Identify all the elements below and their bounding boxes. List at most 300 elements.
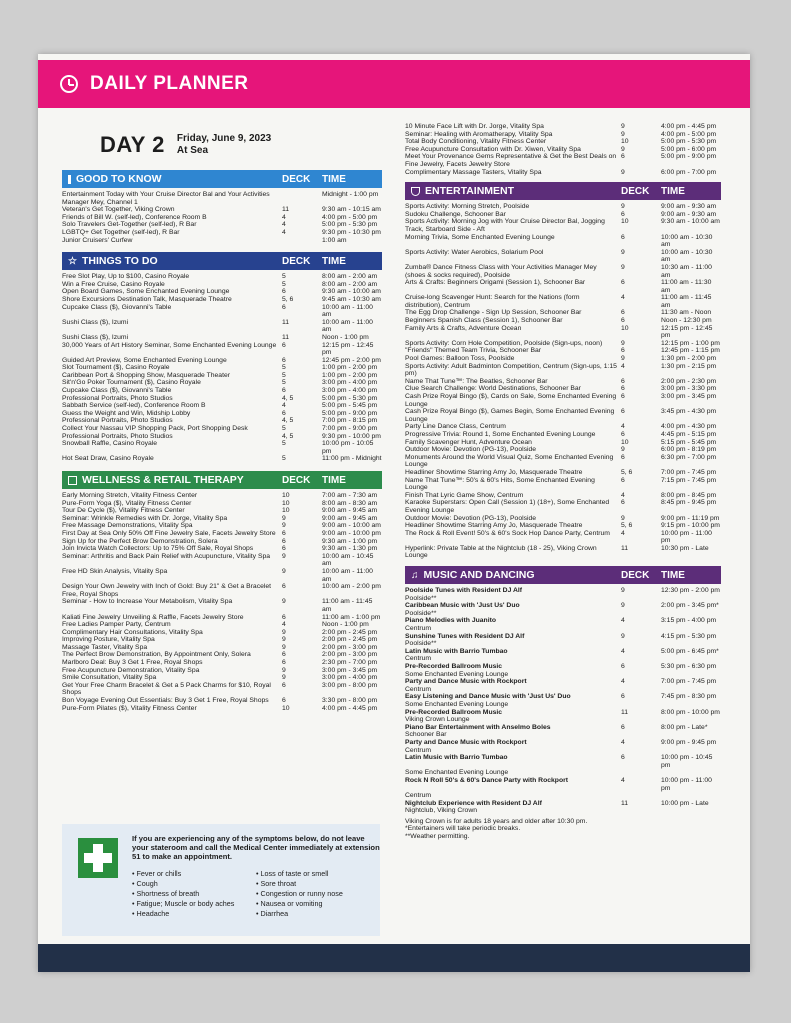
event-name: "Friends" Themed Team Trivia, Schooner Bar: [405, 347, 542, 355]
schedule-row: [405, 393, 721, 408]
spacer: [661, 807, 721, 815]
spacer: [661, 701, 721, 709]
event-name: Clue Search Challenge: World Destinations, Schooner Bar: [405, 385, 581, 393]
good-to-know-section: [62, 170, 382, 244]
schedule-row: [62, 568, 382, 583]
event-time: 1:00 pm - 2:00 pm: [322, 371, 378, 379]
event-time: 10:00 am - 10:30 am: [661, 248, 713, 264]
event-location: Poolside**: [405, 609, 437, 617]
schedule-row: [62, 507, 382, 515]
event-name: Seminar - How to Increase Your Metabolism, Vitality Spa: [62, 598, 233, 606]
event-name: First Day at Sea Only 50% Off Fine Jewelry Sale, Facets Jewelry Store: [62, 529, 276, 537]
time-header: TIME: [661, 569, 685, 581]
event-time: 5:15 pm - 5:45 pm: [661, 438, 717, 446]
event-time: 8:45 pm - 9:45 pm: [661, 499, 717, 507]
event-time: 2:00 pm - 2:30 pm: [661, 377, 717, 385]
event-name: Collect Your Nassau VIP Shopping Pack, Port Shopping Desk: [62, 425, 248, 433]
event-deck: 6: [621, 663, 625, 670]
event-name: Beginners Spanish Class (Session 1), Schooner Bar: [405, 317, 563, 325]
symptom: • Nausea or vomiting: [256, 899, 380, 909]
medical-notice: [62, 824, 380, 936]
event-time: 2:00 pm - 2:45 pm: [322, 628, 378, 636]
schedule-row: [62, 319, 382, 334]
spacer: [661, 731, 721, 739]
event-name: Arts & Crafts: Beginners Origami (Session 1), Schooner Bar: [405, 279, 586, 287]
event-time: 5:00 pm - 6:00 pm: [661, 145, 717, 153]
event-deck: 4: [621, 491, 625, 499]
mask-icon: [411, 187, 420, 196]
event-time: 12:45 pm - 1:15 pm: [661, 347, 720, 355]
event-time: 9:00 am - 9:30 am: [661, 203, 717, 211]
schedule-row: [62, 530, 382, 538]
event-location-row: [405, 640, 721, 648]
event-location: Schooner Bar: [405, 731, 447, 739]
wellness-continued-rows: [405, 120, 721, 176]
event-time: 3:00 pm - 4:00 pm: [322, 379, 378, 387]
event-deck: 4: [282, 228, 286, 236]
event-location: Some Enchanted Evening Lounge: [405, 769, 509, 777]
event-name: Sports Activity: Corn Hole Competition, Poolside (Sign-ups, noon): [405, 339, 603, 347]
schedule-row: [62, 221, 382, 229]
spacer: [661, 792, 721, 800]
event-deck: 4, 5: [282, 417, 294, 425]
event-time: 11:30 am - Noon: [661, 309, 712, 317]
event-location: Some Enchanted Evening Lounge: [405, 700, 509, 708]
event-name: Get Your Free Charm Bracelet & Get a 5 Pack Charms for $10, Royal Shops: [62, 681, 271, 697]
schedule-row: [405, 499, 721, 514]
schedule-row: [62, 206, 382, 214]
event-name: Pure-Form Pilates ($), Vitality Fitness Center: [62, 704, 197, 712]
event-name: Family Arts & Crafts, Adventure Ocean: [405, 324, 522, 332]
schedule-row: [405, 153, 721, 168]
event-deck: 5: [282, 371, 286, 379]
schedule-row: [62, 545, 382, 553]
event-deck: 4: [621, 678, 625, 686]
event-deck: 6: [282, 697, 286, 705]
event-name: Complimentary Massage Tasters, Vitality Spa: [405, 168, 542, 176]
event-name: Seminar: Arthritis and Back Pain Relief with Acupuncture, Vitality Spa: [62, 552, 271, 560]
event-time: 7:45 pm - 8:30 pm: [661, 693, 717, 701]
event-deck: 9: [621, 130, 625, 138]
event-name: Snowball Raffle, Casino Royale: [62, 440, 158, 448]
event-time: 11:00 am - 1:00 pm: [322, 613, 381, 621]
spacer: [621, 769, 661, 777]
event-time: 4:15 pm - 5:30 pm: [661, 632, 717, 640]
schedule-row: [62, 387, 382, 395]
event-time: 9:00 am - 9:45 am: [322, 507, 378, 515]
event-location-row: [405, 716, 721, 724]
schedule-row: [405, 492, 721, 500]
good-to-know-title: GOOD TO KNOW: [76, 173, 162, 185]
event-name: Rock N Roll 50's & 60's Dance Party with Rockport: [405, 776, 569, 784]
schedule-row: [405, 408, 721, 423]
event-time: 9:00 pm - 9:45 pm: [661, 738, 717, 746]
deck-header: DECK: [282, 474, 311, 486]
spacer: [621, 792, 661, 800]
schedule-row: [405, 800, 721, 808]
event-deck: 4: [621, 294, 625, 302]
event-time: 2:00 pm - 3:00 pm: [322, 643, 378, 651]
event-name: Sushi Class ($), Izumi: [62, 333, 129, 341]
event-time: 12:30 pm - 2:00 pm: [661, 587, 720, 595]
event-name: Caribbean Music with 'Just Us' Duo: [405, 602, 520, 610]
event-time: Midnight - 1:00 pm: [322, 191, 379, 198]
event-deck: 6: [621, 723, 625, 731]
event-name: Caribbean Port & Shopping Show, Masquerade Theater: [62, 371, 231, 379]
symptom: • Shortness of breath: [132, 889, 256, 899]
spacer: [621, 731, 661, 739]
event-deck: 6: [621, 476, 625, 484]
event-time: 6:00 pm - 7:00 pm: [661, 168, 717, 176]
event-time: 9:30 am - 10:00 am: [322, 288, 381, 296]
schedule-row: [62, 379, 382, 387]
schedule-row: [405, 340, 721, 348]
schedule-row: [405, 777, 721, 792]
time-header: TIME: [322, 173, 346, 185]
event-time: Noon - 1:00 pm: [322, 621, 369, 629]
event-time: 11:00 pm - Midnight: [322, 455, 382, 463]
event-time: 9:15 pm - 10:00 pm: [661, 522, 720, 530]
schedule-row: [405, 363, 721, 378]
entertainment-section: [405, 182, 721, 560]
event-location-row: [405, 769, 721, 777]
spacer: [661, 716, 721, 724]
event-deck: 6: [621, 377, 625, 385]
event-time: 5:00 pm - 5:45 pm: [322, 402, 378, 410]
event-name: Design Your Own Jewelry with Inch of Gold: Buy 21" & Get a Bracelet Free, Royal Shops: [62, 583, 272, 598]
schedule-row: [62, 538, 382, 546]
event-name: Easy Listening and Dance Music with 'Just Us' Duo: [405, 693, 571, 701]
schedule-row: [405, 309, 721, 317]
wellness-title: WELLNESS & RETAIL THERAPY: [82, 474, 244, 486]
symptom: • Diarrhea: [256, 909, 380, 919]
schedule-row: [62, 614, 382, 622]
event-name: Free Acupuncture Consultation with Dr. Xiwen, Vitality Spa: [405, 145, 581, 153]
event-deck: 5, 6: [282, 295, 294, 303]
event-deck: 9: [621, 123, 625, 130]
event-time: 3:00 pm - 3:45 pm: [322, 666, 378, 674]
event-location-row: [405, 792, 721, 800]
symptom: • Loss of taste or smell: [256, 869, 380, 879]
schedule-row: [62, 651, 382, 659]
event-deck: 6: [621, 347, 625, 355]
deck-header: DECK: [282, 255, 311, 267]
event-deck: 6: [621, 279, 625, 287]
event-deck: 11: [621, 544, 629, 552]
schedule-row: [62, 273, 382, 281]
event-time: 9:00 am - 10:00 am: [322, 522, 381, 530]
event-time: 11:00 am - 11:45 am: [322, 598, 373, 613]
event-time: 10:30 am - 11:00 am: [661, 263, 712, 279]
event-name: Morning Trivia, Some Enchanted Evening Lounge: [405, 233, 555, 241]
event-deck: 9: [282, 598, 286, 606]
event-name: Professional Portraits, Photo Studios: [62, 394, 173, 402]
planner-header: [38, 60, 750, 108]
event-name: Pre-Recorded Ballroom Music: [405, 663, 503, 670]
event-deck: 4: [282, 213, 286, 221]
event-time: 9:30 pm - 10:30 pm: [322, 228, 381, 236]
event-time: 1:00 pm - 2:00 pm: [322, 364, 378, 372]
event-deck: 6: [621, 309, 625, 317]
event-name: Sports Activity: Adult Badminton Competition, Centrum (Sign-ups, 1:15 pm): [405, 362, 617, 378]
schedule-row: [405, 439, 721, 447]
event-time: 3:00 pm - 4:00 pm: [322, 674, 378, 682]
event-name: Free Ladies Pamper Party, Centrum: [62, 621, 171, 629]
event-deck: 9: [282, 514, 286, 522]
event-name: Piano Bar Entertainment with Anselmo Boles: [405, 723, 551, 731]
schedule-row: [405, 545, 721, 560]
event-name: Early Morning Stretch, Vitality Fitness Center: [62, 492, 198, 499]
event-deck: [282, 191, 322, 206]
event-time: 12:15 pm - 1:00 pm: [661, 339, 720, 347]
event-time: 12:45 pm - 2:00 pm: [322, 356, 381, 364]
event-time: 9:30 am - 10:00 am: [661, 218, 720, 226]
event-deck: 9: [621, 248, 625, 256]
event-name: Monuments Around the World Visual Quiz, Some Enchanted Evening Lounge: [405, 453, 614, 469]
event-deck: 4: [621, 776, 625, 784]
spacer: [621, 595, 661, 603]
event-name: Seminar: Healing with Aromatherapy, Vitality Spa: [405, 130, 553, 138]
event-deck: 4, 5: [282, 432, 294, 440]
event-time: 3:00 pm - 3:30 pm: [661, 385, 717, 393]
event-deck: 6: [282, 545, 286, 553]
event-name: Guided Art Preview, Some Enchanted Evening Lounge: [62, 356, 227, 364]
event-deck: 9: [282, 674, 286, 682]
event-location-row: [405, 625, 721, 633]
spacer: [621, 807, 661, 815]
event-deck: 6: [621, 153, 625, 161]
music-title: MUSIC AND DANCING: [423, 569, 535, 582]
event-location-row: [405, 610, 721, 618]
schedule-row: [62, 296, 382, 304]
schedule-row: [62, 402, 382, 410]
event-name: Free Massage Demonstrations, Vitality Spa: [62, 522, 193, 530]
event-name: Shore Excursions Destination Talk, Masquerade Theatre: [62, 295, 232, 303]
medical-text: [132, 824, 380, 936]
event-location: Centrum: [405, 746, 432, 754]
event-time: 9:00 am - 9:30 am: [661, 210, 717, 218]
event-deck: 6: [621, 385, 625, 393]
time-header: TIME: [322, 255, 346, 267]
event-time: 9:30 pm - 10:00 pm: [322, 432, 381, 440]
event-deck: 4: [282, 402, 286, 410]
event-deck: 9: [621, 339, 625, 347]
schedule-row: [405, 279, 721, 294]
schedule-row: [405, 218, 721, 233]
event-time: 6:00 pm - 8:19 pm: [661, 446, 717, 454]
event-deck: 6: [621, 317, 625, 325]
event-time: 2:00 pm - 3:00 pm: [322, 651, 378, 659]
event-deck: 9: [282, 522, 286, 530]
event-time: 1:00 am: [322, 236, 347, 244]
event-name: The Egg Drop Challenge - Sign Up Session, Schooner Bar: [405, 309, 582, 317]
schedule-row: [62, 304, 382, 319]
symptom: • Congestion or runny nose: [256, 889, 380, 899]
event-name: Cupcake Class ($), Giovanni's Table: [62, 303, 172, 311]
event-time: 9:45 am - 10:30 am: [322, 295, 381, 303]
event-deck: 6: [282, 387, 286, 395]
wellness-section: [62, 471, 382, 712]
event-name: Sabbath Service (self-led), Conference Room B: [62, 402, 206, 410]
spacer: [621, 625, 661, 633]
schedule-row: [62, 372, 382, 380]
things-to-do-bar: [62, 252, 382, 270]
event-deck: 6: [621, 210, 625, 218]
spacer: [621, 655, 661, 663]
schedule-row: [405, 446, 721, 454]
event-location-row: [405, 655, 721, 663]
event-name: Free HD Skin Analysis, Vitality Spa: [62, 567, 168, 575]
event-deck: 10: [621, 324, 629, 332]
schedule-row: [405, 355, 721, 363]
event-time: 11:00 am - 11:45 am: [661, 294, 712, 309]
event-name: Cupcake Class ($), Giovanni's Table: [62, 387, 172, 395]
schedule-row: [62, 229, 382, 237]
wellness-continued-section: [405, 120, 721, 176]
event-name: Win a Free Cruise, Casino Royale: [62, 280, 165, 288]
event-time: 5:00 pm - 9:00 pm: [322, 409, 378, 417]
event-time: 11:00 am - 11:30 am: [661, 279, 712, 294]
event-time: 8:00 pm - Late*: [661, 723, 708, 731]
spacer: [621, 610, 661, 618]
event-time: 10:00 pm - 11:00 pm: [661, 529, 712, 545]
event-location-row: [405, 731, 721, 739]
event-time: 8:00 pm - 10:00 pm: [661, 708, 720, 716]
event-name: Piano Melodies with Juanito: [405, 617, 497, 625]
event-name: The Rock & Roll Event! 50's & 60's Sock Hop Dance Party, Centrum: [405, 529, 610, 537]
schedule-row: [405, 169, 721, 177]
wellness-rows: [62, 489, 382, 712]
event-deck: 9: [621, 203, 625, 211]
deck-header: DECK: [621, 569, 650, 581]
spacer: [661, 640, 721, 648]
event-name: 10 Minute Face Lift with Dr. Jorge, Vitality Spa: [405, 123, 544, 130]
schedule-row: [62, 598, 382, 613]
event-time: 5:00 pm - 5:30 pm: [322, 394, 378, 402]
event-location-row: [405, 671, 721, 679]
event-time: 10:00 am - 2:00 pm: [322, 583, 381, 591]
event-name: Entertainment Today with Your Cruise Director Bal and Your Activities Manager Mey, Channel 1: [62, 191, 270, 206]
event-time: 1:30 pm - 2:15 pm: [661, 362, 717, 370]
good-to-know-bar: [62, 170, 382, 188]
schedule-row: [62, 237, 382, 245]
schedule-row: [405, 648, 721, 656]
schedule-row: [62, 357, 382, 365]
event-deck: 6: [282, 681, 286, 689]
event-deck: 10: [621, 218, 629, 226]
event-time: 9:00 pm - 11:19 pm: [661, 514, 720, 522]
event-time: 10:00 am - 11:00 am: [322, 303, 373, 319]
event-deck: 6: [621, 408, 625, 416]
event-deck: 10: [282, 492, 290, 499]
schedule-row: [62, 500, 382, 508]
event-location-row: [405, 807, 721, 815]
event-deck: 9: [621, 602, 625, 610]
schedule-row: [62, 191, 382, 206]
event-location: Nightclub, Viking Crown: [405, 807, 478, 815]
event-time: 8:00 am - 2:00 am: [322, 273, 378, 281]
event-name: Outdoor Movie: Devotion (PG-13), Poolside: [405, 514, 537, 522]
event-deck: 4, 5: [282, 394, 294, 402]
schedule-row: [62, 705, 382, 713]
spacer: [621, 701, 661, 709]
event-deck: 4: [621, 362, 625, 370]
event-time: 7:15 pm - 7:45 pm: [661, 476, 717, 484]
schedule-row: [405, 431, 721, 439]
event-deck: 6: [282, 529, 286, 537]
medical-warning: If you are experiencing any of the symptoms below, do not leave your stateroom and call the Medical Center immediately at extension 51 to make an appointment.: [132, 834, 380, 861]
event-name: Free Acupuncture Demonstration, Vitality Spa: [62, 666, 200, 674]
event-deck: 11: [621, 799, 629, 807]
schedule-row: [405, 423, 721, 431]
event-deck: 5: [282, 273, 286, 281]
things-to-do-section: [62, 252, 382, 463]
event-name: Massage Taster, Vitality Spa: [62, 643, 148, 651]
event-time: 4:00 pm - 4:30 pm: [661, 423, 717, 431]
event-deck: 9: [621, 263, 625, 271]
schedule-row: [405, 347, 721, 355]
day-info: [177, 133, 271, 157]
event-name: Guess the Weight and Win, Midship Lobby: [62, 409, 191, 417]
spacer: [621, 671, 661, 679]
event-time: 10:00 am - 10:30 am: [661, 233, 713, 249]
schedule-row: [405, 317, 721, 325]
event-time: 12:15 pm - 12:45 pm: [322, 341, 374, 357]
event-time: 7:00 pm - 7:45 pm: [661, 468, 717, 476]
event-time: 5:00 pm - 6:45 pm*: [661, 647, 719, 655]
event-name: Nightclub Experience with Resident DJ Alf: [405, 799, 542, 807]
event-name: Latin Music with Barrio Tumbao: [405, 754, 508, 762]
medical-cross-icon: [78, 838, 118, 878]
event-location: Some Enchanted Evening Lounge: [405, 670, 509, 678]
event-name: Junior Cruisers' Curfew: [62, 236, 133, 244]
event-deck: 9: [282, 567, 286, 575]
event-name: Headliner Showtime Starring Amy Jo, Masquerade Theatre: [405, 468, 583, 476]
event-deck: 10: [282, 704, 290, 712]
schedule-row: [62, 334, 382, 342]
schedule-row: [405, 477, 721, 492]
spacer: [661, 610, 721, 618]
schedule-row: [62, 621, 382, 629]
schedule-row: [405, 754, 721, 769]
event-time: Noon - 12:30 pm: [661, 317, 712, 325]
event-name: Cash Prize Royal Bingo ($), Games Begin, Some Enchanted Evening Lounge: [405, 408, 615, 423]
event-time: 3:30 pm - 8:00 pm: [322, 697, 378, 705]
event-name: Pool Games: Balloon Toss, Poolside: [405, 355, 515, 363]
event-time: 5:00 pm - 5:30 pm: [661, 138, 717, 146]
event-name: Progressive Trivia: Round 1, Some Enchanted Evening Lounge: [405, 430, 596, 438]
event-deck: 11: [621, 708, 629, 716]
event-name: LGBTQ+ Get Together (self-led), R Bar: [62, 228, 180, 236]
symptom-list: [132, 869, 380, 919]
event-deck: 4: [621, 423, 625, 431]
event-name: Sunshine Tunes with Resident DJ Alf: [405, 632, 525, 640]
event-time: 9:30 am - 10:15 am: [322, 206, 381, 214]
event-name: Professional Portraits, Photo Studios: [62, 432, 173, 440]
event-deck: 9: [621, 355, 625, 363]
event-time: 10:00 pm - 11:00 pm: [661, 776, 712, 792]
event-deck: 6: [282, 409, 286, 417]
event-name: Join Invicta Watch Collectors: Up to 75% Off Sale, Royal Shops: [62, 545, 254, 553]
event-name: Sushi Class ($), Izumi: [62, 318, 129, 326]
schedule-row: [405, 617, 721, 625]
event-time: 6:30 pm - 7:00 pm: [661, 453, 717, 461]
event-time: 4:00 pm - 5:00 pm: [322, 213, 378, 221]
event-deck: 11: [282, 206, 290, 214]
event-time: 7:00 pm - 8:15 pm: [322, 417, 378, 425]
schedule-row: [62, 659, 382, 667]
event-deck: 9: [621, 632, 625, 640]
